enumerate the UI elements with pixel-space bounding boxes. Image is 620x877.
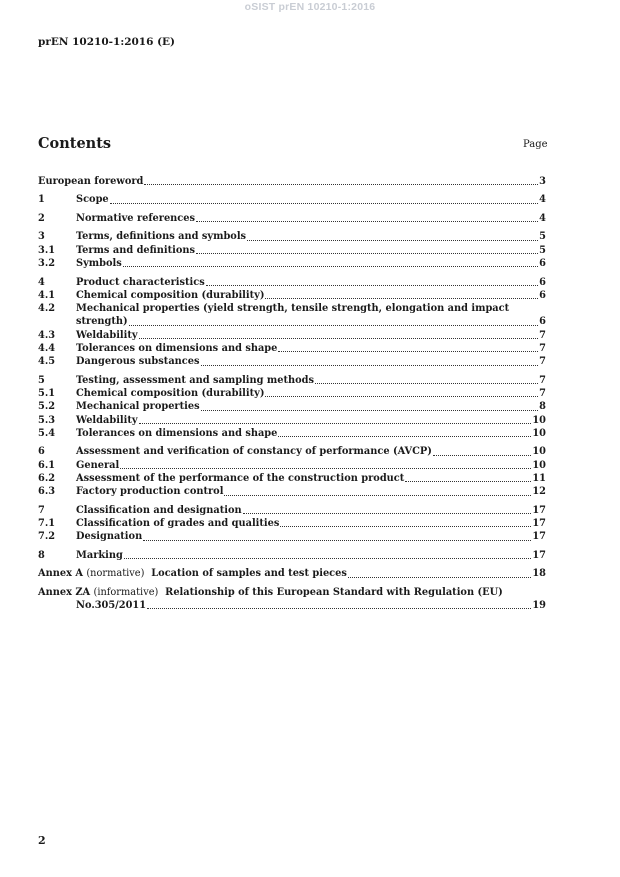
toc-title: Assessment and verification of constancy of performance (AVCP): [76, 446, 432, 458]
toc-page: 7: [539, 374, 546, 386]
toc-entry-6-3[interactable]: [38, 485, 546, 498]
toc-page: 17: [532, 518, 546, 530]
toc-title: Chemical composition (durability): [76, 289, 265, 301]
dot-leader: [243, 513, 532, 514]
toc-page: 7: [539, 388, 546, 400]
toc-entry-foreword[interactable]: [38, 175, 546, 188]
toc-title: Location of samples and test pieces: [151, 568, 347, 580]
toc-entry-3-1[interactable]: [38, 244, 546, 257]
toc-entry-4-3[interactable]: [38, 329, 546, 342]
dot-leader: [278, 351, 538, 352]
dot-leader: [124, 558, 532, 559]
dot-leader: [280, 526, 531, 527]
toc-number: 3.2: [38, 258, 56, 270]
dot-leader: [196, 253, 538, 254]
toc-entry-1[interactable]: [38, 193, 546, 206]
toc-number: 6.3: [38, 486, 56, 498]
toc-number: 5.4: [38, 427, 56, 439]
toc-entry-8[interactable]: [38, 549, 546, 562]
annex-label: Annex ZA: [38, 586, 91, 598]
dot-leader: [348, 577, 531, 578]
dot-leader: [139, 423, 532, 424]
dot-leader: [278, 436, 531, 437]
page-number: 2: [38, 834, 46, 847]
watermark: oSIST prEN 10210-1:2016: [244, 1, 376, 13]
dot-leader: [405, 481, 531, 482]
toc-title: Dangerous substances: [76, 356, 200, 368]
toc-entry-6[interactable]: [38, 445, 546, 458]
annex-label: Annex A: [38, 568, 83, 580]
toc-number: 7.1: [38, 518, 56, 530]
toc-title-line2: strength): [76, 316, 128, 328]
dot-leader: [196, 221, 538, 222]
toc-entry-5-3[interactable]: [38, 414, 546, 427]
annex-kind: (normative): [86, 568, 145, 580]
dot-leader: [143, 540, 531, 541]
toc-page: 7: [539, 343, 546, 355]
toc-page: 10: [532, 427, 546, 439]
toc-page: 7: [539, 356, 546, 368]
dot-leader: [265, 298, 538, 299]
toc-title: Tolerances on dimensions and shape: [76, 427, 278, 439]
annex-kind: (informative): [93, 586, 159, 598]
toc-number: 6.2: [38, 473, 56, 485]
toc-page: 4: [539, 212, 546, 224]
toc-title: Scope: [76, 194, 109, 206]
dot-leader: [265, 396, 538, 397]
toc-title-line2: No.305/2011: [76, 600, 147, 612]
toc-title: Factory production control: [76, 486, 224, 498]
toc-entry-6-2[interactable]: [38, 472, 546, 485]
dot-leader: [123, 266, 538, 267]
toc-title: Mechanical properties: [76, 401, 200, 413]
toc-number: 4: [38, 276, 45, 288]
toc-number: 5: [38, 374, 45, 386]
toc-number: 7.2: [38, 531, 56, 543]
toc-entry-annex-a[interactable]: [38, 567, 546, 580]
toc-page: 19: [532, 600, 546, 612]
dot-leader: [206, 285, 538, 286]
toc-page: 10: [532, 414, 546, 426]
dot-leader: [315, 383, 538, 384]
toc-title: Classification of grades and qualities: [76, 518, 280, 530]
toc-page: 17: [532, 531, 546, 543]
toc-page: 17: [532, 504, 546, 516]
toc-page: 7: [539, 329, 546, 341]
toc-entry-5-4[interactable]: [38, 427, 546, 440]
toc-title: Assessment of the performance of the construction product: [76, 473, 405, 485]
toc-page: 10: [532, 459, 546, 471]
toc-number: 2: [38, 212, 45, 224]
dot-leader: [129, 325, 538, 326]
dot-leader: [201, 365, 539, 366]
toc-page: 4: [539, 194, 546, 206]
toc-title: Designation: [76, 531, 143, 543]
table-of-contents: [38, 175, 546, 612]
toc-page: 6: [539, 276, 546, 288]
toc-title: Weldability: [76, 414, 138, 426]
toc-page: 11: [532, 473, 546, 485]
toc-entry-5-1[interactable]: [38, 387, 546, 400]
toc-entry-3[interactable]: [38, 230, 546, 243]
dot-leader: [120, 468, 531, 469]
toc-page: 5: [539, 231, 546, 243]
toc-title: Normative references: [76, 212, 196, 224]
dot-leader: [147, 608, 531, 609]
toc-number: 8: [38, 549, 45, 561]
toc-title: Product characteristics: [76, 276, 205, 288]
toc-page: 3: [539, 176, 546, 187]
toc-page: 5: [539, 244, 546, 256]
toc-entry-7-2[interactable]: [38, 530, 546, 543]
toc-title: European foreword: [38, 176, 144, 187]
toc-number: 7: [38, 504, 45, 516]
toc-number: 4.4: [38, 343, 56, 355]
toc-title: Terms, definitions and symbols: [76, 231, 247, 243]
toc-entry-3-2[interactable]: [38, 257, 546, 270]
toc-number: 5.3: [38, 414, 56, 426]
toc-number: 4.1: [38, 289, 56, 301]
toc-entry-5-2[interactable]: [38, 400, 546, 413]
toc-title: Classification and designation: [76, 504, 242, 516]
contents-heading: Contents: [38, 135, 112, 152]
toc-entry-4-4[interactable]: [38, 342, 546, 355]
toc-number: 6.1: [38, 459, 56, 471]
toc-title: Symbols: [76, 258, 122, 270]
toc-entry-4-5[interactable]: [38, 355, 546, 368]
toc-entry-7-1[interactable]: [38, 517, 546, 530]
toc-number: 1: [38, 194, 45, 206]
dot-leader: [139, 338, 539, 339]
dot-leader: [433, 455, 531, 456]
toc-number: 3: [38, 231, 45, 243]
toc-number: 5.2: [38, 401, 56, 413]
dot-leader: [201, 410, 539, 411]
dot-leader: [110, 203, 539, 204]
toc-entry-6-1[interactable]: [38, 459, 546, 472]
toc-entry-4-2[interactable]: [38, 302, 546, 329]
toc-title: Tolerances on dimensions and shape: [76, 343, 278, 355]
toc-entry-4-1[interactable]: [38, 289, 546, 302]
toc-title-line1: Mechanical properties (yield strength, tensile strength, elongation and impact: [76, 303, 510, 315]
toc-title-line1: Relationship of this European Standard with Regulation (EU): [165, 586, 503, 598]
toc-number: 4.5: [38, 356, 56, 368]
dot-leader: [224, 495, 531, 496]
document-id: prEN 10210-1:2016 (E): [38, 36, 176, 48]
toc-title: Testing, assessment and sampling methods: [76, 374, 315, 386]
toc-page: 12: [532, 486, 546, 498]
toc-page: 8: [539, 401, 546, 413]
toc-title: Terms and definitions: [76, 244, 196, 256]
toc-entry-7[interactable]: [38, 504, 546, 517]
dot-leader: [144, 184, 538, 185]
toc-number: 4.3: [38, 329, 56, 341]
toc-number: 6: [38, 446, 45, 458]
toc-page: 6: [539, 289, 546, 301]
toc-title: General: [76, 459, 120, 471]
toc-title: Weldability: [76, 329, 138, 341]
toc-entry-annex-za[interactable]: [38, 586, 546, 613]
dot-leader: [247, 240, 538, 241]
toc-number: 5.1: [38, 388, 56, 400]
toc-entry-5[interactable]: [38, 374, 546, 387]
toc-page: 18: [532, 568, 546, 580]
toc-entry-4[interactable]: [38, 276, 546, 289]
toc-page: 6: [539, 316, 546, 328]
toc-page: 17: [532, 549, 546, 561]
toc-page: 10: [532, 446, 546, 458]
page-column-label: Page: [523, 139, 548, 150]
toc-number: 4.2: [38, 303, 56, 315]
toc-title: Chemical composition (durability): [76, 388, 265, 400]
toc-entry-2[interactable]: [38, 212, 546, 225]
toc-page: 6: [539, 258, 546, 270]
toc-number: 3.1: [38, 244, 56, 256]
toc-title: Marking: [76, 549, 123, 561]
